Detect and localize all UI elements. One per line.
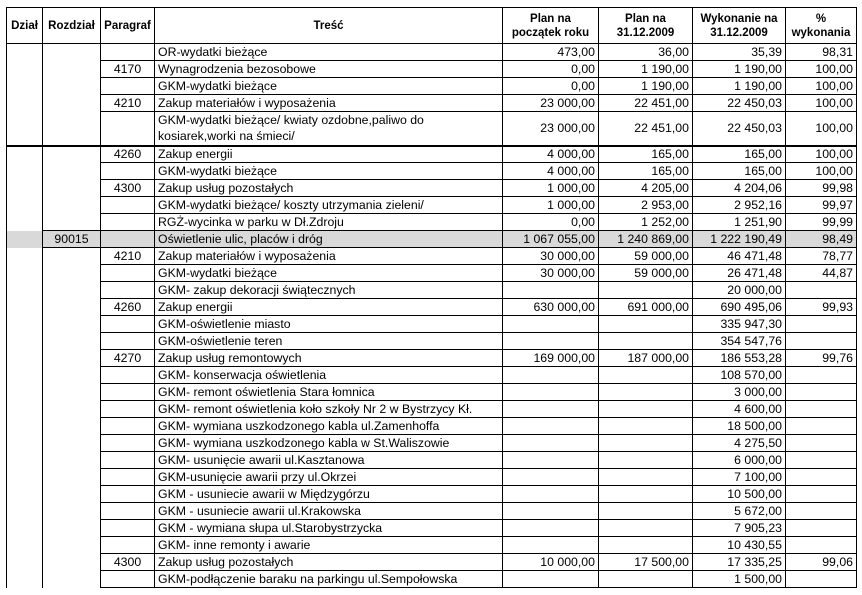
cell-rozdzial [43, 401, 101, 418]
cell-dzial [7, 435, 43, 452]
cell-wykonanie: 354 547,76 [693, 333, 786, 350]
table-row [7, 265, 857, 282]
cell-paragraf [101, 197, 155, 214]
cell-dzial [7, 163, 43, 180]
cell-plan-koniec [599, 384, 693, 401]
cell-tresc: GKM-wydatki bieżące [155, 78, 503, 95]
cell-plan-koniec: 1 240 869,00 [599, 231, 693, 248]
cell-rozdzial [43, 180, 101, 197]
budget-table [6, 7, 857, 588]
cell-wykonanie: 1 190,00 [693, 78, 786, 95]
cell-tresc: Zakup usług pozostałych [155, 180, 503, 197]
cell-rozdzial [43, 214, 101, 231]
header-wykonanie: Wykonanie na 31.12.2009 [693, 8, 786, 44]
cell-rozdzial [43, 571, 101, 588]
cell-wykonanie: 17 335,25 [693, 554, 786, 571]
cell-rozdzial [43, 418, 101, 435]
cell-procent: 99,76 [786, 350, 857, 367]
cell-plan-koniec: 1 252,00 [599, 214, 693, 231]
cell-paragraf [101, 384, 155, 401]
cell-plan-koniec [599, 333, 693, 350]
cell-tresc: OR-wydatki bieżące [155, 44, 503, 61]
cell-paragraf [101, 78, 155, 95]
cell-wykonanie: 165,00 [693, 163, 786, 180]
cell-plan-poczatek: 473,00 [503, 44, 599, 61]
cell-tresc: GKM - usuniecie awarii w Międzygórzu [155, 486, 503, 503]
cell-paragraf: 4260 [101, 299, 155, 316]
cell-tresc: Zakup materiałów i wyposażenia [155, 248, 503, 265]
cell-wykonanie: 690 495,06 [693, 299, 786, 316]
table-row [7, 554, 857, 571]
cell-tresc: GKM-wydatki bieżące [155, 265, 503, 282]
cell-dzial [7, 265, 43, 282]
cell-paragraf [101, 503, 155, 520]
cell-plan-poczatek: 4 000,00 [503, 146, 599, 163]
cell-dzial [7, 469, 43, 486]
cell-plan-koniec: 1 190,00 [599, 61, 693, 78]
cell-wykonanie: 4 275,50 [693, 435, 786, 452]
cell-plan-poczatek [503, 401, 599, 418]
cell-rozdzial [43, 333, 101, 350]
cell-plan-koniec: 691 000,00 [599, 299, 693, 316]
cell-procent [786, 452, 857, 469]
table-row [7, 350, 857, 367]
cell-procent [786, 503, 857, 520]
table-row [7, 367, 857, 384]
cell-procent: 99,97 [786, 197, 857, 214]
cell-paragraf [101, 418, 155, 435]
cell-paragraf [101, 214, 155, 231]
cell-dzial [7, 214, 43, 231]
cell-plan-koniec [599, 469, 693, 486]
cell-procent [786, 520, 857, 537]
cell-rozdzial [43, 367, 101, 384]
cell-wykonanie: 22 450,03 [693, 112, 786, 146]
cell-rozdzial: 90015 [43, 231, 101, 248]
cell-rozdzial [43, 248, 101, 265]
cell-wykonanie: 35,39 [693, 44, 786, 61]
cell-plan-poczatek [503, 316, 599, 333]
cell-rozdzial [43, 469, 101, 486]
table-row [7, 197, 857, 214]
cell-plan-poczatek: 0,00 [503, 61, 599, 78]
cell-plan-poczatek [503, 435, 599, 452]
cell-tresc: Zakup energii [155, 146, 503, 163]
cell-wykonanie: 10 500,00 [693, 486, 786, 503]
cell-plan-poczatek [503, 537, 599, 554]
cell-wykonanie: 46 471,48 [693, 248, 786, 265]
cell-plan-poczatek: 10 000,00 [503, 554, 599, 571]
cell-plan-poczatek: 30 000,00 [503, 265, 599, 282]
cell-plan-poczatek [503, 367, 599, 384]
header-paragraf: Paragraf [101, 8, 155, 44]
cell-paragraf [101, 469, 155, 486]
cell-rozdzial [43, 554, 101, 571]
cell-dzial [7, 95, 43, 112]
cell-plan-poczatek [503, 333, 599, 350]
cell-tresc: GKM- remont oświetlenia Stara łomnica [155, 384, 503, 401]
cell-plan-koniec: 165,00 [599, 163, 693, 180]
cell-procent: 99,06 [786, 554, 857, 571]
table-row [7, 231, 857, 248]
cell-dzial [7, 520, 43, 537]
cell-paragraf: 4300 [101, 180, 155, 197]
cell-rozdzial [43, 44, 101, 61]
cell-rozdzial [43, 350, 101, 367]
cell-tresc: GKM-wydatki bieżące [155, 163, 503, 180]
cell-paragraf [101, 367, 155, 384]
table-row [7, 452, 857, 469]
cell-plan-poczatek: 4 000,00 [503, 163, 599, 180]
cell-rozdzial [43, 537, 101, 554]
cell-wykonanie: 2 952,16 [693, 197, 786, 214]
cell-procent: 100,00 [786, 146, 857, 163]
table-row [7, 384, 857, 401]
cell-tresc: GKM- zakup dekoracji świątecznych [155, 282, 503, 299]
cell-wykonanie: 26 471,48 [693, 265, 786, 282]
cell-paragraf: 4300 [101, 554, 155, 571]
cell-tresc: GKM- usunięcie awarii ul.Kasztanowa [155, 452, 503, 469]
header-row [7, 8, 857, 44]
cell-dzial [7, 537, 43, 554]
cell-plan-koniec [599, 435, 693, 452]
cell-dzial [7, 401, 43, 418]
cell-plan-poczatek: 23 000,00 [503, 95, 599, 112]
cell-wykonanie: 4 204,06 [693, 180, 786, 197]
cell-plan-poczatek: 23 000,00 [503, 112, 599, 146]
cell-procent: 100,00 [786, 112, 857, 146]
cell-tresc: GKM- wymiana uszkodzonego kabla ul.Zamenhoffa [155, 418, 503, 435]
cell-rozdzial [43, 61, 101, 78]
cell-wykonanie: 7 100,00 [693, 469, 786, 486]
cell-paragraf: 4270 [101, 350, 155, 367]
cell-dzial [7, 316, 43, 333]
cell-tresc: GKM-podłączenie baraku na parkingu ul.Sempołowska [155, 571, 503, 588]
cell-plan-poczatek [503, 469, 599, 486]
cell-tresc: GKM-oświetlenie teren [155, 333, 503, 350]
cell-paragraf: 4210 [101, 95, 155, 112]
cell-tresc: Zakup usług remontowych [155, 350, 503, 367]
cell-paragraf: 4170 [101, 61, 155, 78]
cell-plan-koniec: 165,00 [599, 146, 693, 163]
cell-dzial [7, 350, 43, 367]
table-row [7, 418, 857, 435]
cell-plan-koniec [599, 571, 693, 588]
cell-tresc: GKM - wymiana słupa ul.Starobystrzycka [155, 520, 503, 537]
cell-rozdzial [43, 112, 101, 146]
cell-paragraf [101, 163, 155, 180]
cell-paragraf [101, 316, 155, 333]
cell-paragraf [101, 282, 155, 299]
table-row [7, 180, 857, 197]
cell-plan-koniec: 22 451,00 [599, 95, 693, 112]
cell-rozdzial [43, 146, 101, 163]
cell-wykonanie: 1 500,00 [693, 571, 786, 588]
cell-procent: 100,00 [786, 61, 857, 78]
cell-procent [786, 571, 857, 588]
table-row [7, 537, 857, 554]
header-plan-koniec: Plan na 31.12.2009 [599, 8, 693, 44]
cell-plan-koniec: 4 205,00 [599, 180, 693, 197]
table-row [7, 316, 857, 333]
cell-dzial [7, 282, 43, 299]
cell-plan-poczatek: 0,00 [503, 214, 599, 231]
cell-wykonanie: 3 000,00 [693, 384, 786, 401]
cell-plan-koniec: 59 000,00 [599, 248, 693, 265]
cell-tresc: GKM- konserwacja oświetlenia [155, 367, 503, 384]
cell-dzial [7, 418, 43, 435]
budget-sheet [6, 7, 857, 588]
cell-plan-poczatek: 169 000,00 [503, 350, 599, 367]
cell-paragraf [101, 231, 155, 248]
cell-procent [786, 469, 857, 486]
cell-tresc: GKM-usunięcie awarii przy ul.Okrzei [155, 469, 503, 486]
cell-plan-koniec [599, 520, 693, 537]
cell-wykonanie: 108 570,00 [693, 367, 786, 384]
table-row [7, 299, 857, 316]
cell-plan-koniec [599, 503, 693, 520]
cell-wykonanie: 5 672,00 [693, 503, 786, 520]
header-plan-poczatek: Plan na początek roku [503, 8, 599, 44]
cell-dzial [7, 231, 43, 248]
cell-tresc: Wynagrodzenia bezosobowe [155, 61, 503, 78]
cell-dzial [7, 452, 43, 469]
table-body [7, 44, 857, 588]
cell-plan-koniec: 1 190,00 [599, 78, 693, 95]
cell-procent [786, 282, 857, 299]
cell-plan-koniec [599, 537, 693, 554]
cell-procent [786, 316, 857, 333]
cell-wykonanie: 165,00 [693, 146, 786, 163]
header-rozdzial: Rozdział [43, 8, 101, 44]
cell-dzial [7, 384, 43, 401]
cell-procent: 100,00 [786, 163, 857, 180]
cell-procent [786, 367, 857, 384]
cell-rozdzial [43, 384, 101, 401]
cell-rozdzial [43, 486, 101, 503]
cell-plan-koniec: 36,00 [599, 44, 693, 61]
table-row [7, 333, 857, 350]
cell-procent: 99,99 [786, 214, 857, 231]
table-row [7, 486, 857, 503]
cell-procent [786, 418, 857, 435]
cell-rozdzial [43, 435, 101, 452]
cell-procent: 98,49 [786, 231, 857, 248]
cell-tresc: GKM-oświetlenie miasto [155, 316, 503, 333]
cell-wykonanie: 10 430,55 [693, 537, 786, 554]
cell-wykonanie: 186 553,28 [693, 350, 786, 367]
cell-paragraf [101, 571, 155, 588]
cell-dzial [7, 197, 43, 214]
table-row [7, 520, 857, 537]
cell-plan-poczatek [503, 282, 599, 299]
cell-dzial [7, 554, 43, 571]
cell-dzial [7, 61, 43, 78]
table-row [7, 163, 857, 180]
header-tresc: Treść [155, 8, 503, 44]
cell-tresc: GKM- remont oświetlenia koło szkoły Nr 2 w Bystrzycy Kł. [155, 401, 503, 418]
cell-paragraf [101, 401, 155, 418]
cell-plan-koniec: 59 000,00 [599, 265, 693, 282]
cell-wykonanie: 20 000,00 [693, 282, 786, 299]
table-row [7, 44, 857, 61]
cell-dzial [7, 180, 43, 197]
cell-rozdzial [43, 163, 101, 180]
cell-paragraf [101, 435, 155, 452]
cell-plan-poczatek: 30 000,00 [503, 248, 599, 265]
cell-dzial [7, 486, 43, 503]
cell-wykonanie: 1 251,90 [693, 214, 786, 231]
table-row [7, 435, 857, 452]
cell-dzial [7, 503, 43, 520]
table-row [7, 503, 857, 520]
cell-paragraf [101, 486, 155, 503]
cell-tresc: GKM- inne remonty i awarie [155, 537, 503, 554]
cell-tresc: Zakup usług pozostałych [155, 554, 503, 571]
cell-tresc: Zakup energii [155, 299, 503, 316]
cell-plan-koniec: 187 000,00 [599, 350, 693, 367]
cell-procent: 98,31 [786, 44, 857, 61]
cell-plan-koniec: 22 451,00 [599, 112, 693, 146]
cell-plan-koniec [599, 401, 693, 418]
cell-rozdzial [43, 316, 101, 333]
cell-procent: 78,77 [786, 248, 857, 265]
cell-plan-koniec: 17 500,00 [599, 554, 693, 571]
cell-rozdzial [43, 265, 101, 282]
cell-wykonanie: 6 000,00 [693, 452, 786, 469]
cell-procent [786, 384, 857, 401]
cell-dzial [7, 367, 43, 384]
cell-dzial [7, 44, 43, 61]
table-row [7, 248, 857, 265]
cell-dzial [7, 112, 43, 146]
cell-rozdzial [43, 452, 101, 469]
cell-paragraf [101, 520, 155, 537]
cell-tresc: GKM-wydatki bieżące/ kwiaty ozdobne,paliwo do kosiarek,worki na śmieci/ [155, 112, 503, 146]
cell-wykonanie: 22 450,03 [693, 95, 786, 112]
cell-plan-poczatek: 1 000,00 [503, 180, 599, 197]
cell-tresc: RGŻ-wycinka w parku w Dł.Zdroju [155, 214, 503, 231]
cell-tresc: GKM-wydatki bieżące/ koszty utrzymania zieleni/ [155, 197, 503, 214]
cell-wykonanie: 4 600,00 [693, 401, 786, 418]
cell-plan-koniec [599, 282, 693, 299]
cell-procent [786, 333, 857, 350]
cell-rozdzial [43, 95, 101, 112]
cell-plan-poczatek [503, 503, 599, 520]
cell-procent: 99,98 [786, 180, 857, 197]
cell-dzial [7, 333, 43, 350]
table-row [7, 146, 857, 163]
cell-plan-poczatek: 1 067 055,00 [503, 231, 599, 248]
cell-procent: 100,00 [786, 95, 857, 112]
cell-plan-koniec [599, 418, 693, 435]
table-row [7, 95, 857, 112]
cell-plan-poczatek [503, 418, 599, 435]
cell-paragraf: 4210 [101, 248, 155, 265]
cell-procent: 44,87 [786, 265, 857, 282]
cell-tresc: GKM- wymiana uszkodzonego kabla w St.Waliszowie [155, 435, 503, 452]
cell-dzial [7, 571, 43, 588]
table-row [7, 571, 857, 588]
table-row [7, 282, 857, 299]
cell-wykonanie: 7 905,23 [693, 520, 786, 537]
cell-rozdzial [43, 197, 101, 214]
cell-procent [786, 401, 857, 418]
cell-wykonanie: 335 947,30 [693, 316, 786, 333]
cell-plan-koniec [599, 486, 693, 503]
cell-paragraf: 4260 [101, 146, 155, 163]
cell-paragraf [101, 452, 155, 469]
cell-plan-poczatek [503, 571, 599, 588]
cell-rozdzial [43, 299, 101, 316]
cell-paragraf [101, 537, 155, 554]
cell-plan-poczatek [503, 520, 599, 537]
cell-wykonanie: 18 500,00 [693, 418, 786, 435]
cell-plan-poczatek: 1 000,00 [503, 197, 599, 214]
cell-plan-poczatek: 0,00 [503, 78, 599, 95]
cell-plan-poczatek: 630 000,00 [503, 299, 599, 316]
cell-dzial [7, 78, 43, 95]
cell-plan-koniec [599, 316, 693, 333]
table-row [7, 214, 857, 231]
cell-plan-koniec [599, 367, 693, 384]
cell-plan-poczatek [503, 452, 599, 469]
cell-tresc: Oświetlenie ulic, placów i dróg [155, 231, 503, 248]
cell-paragraf [101, 44, 155, 61]
table-row [7, 78, 857, 95]
cell-procent: 99,93 [786, 299, 857, 316]
cell-rozdzial [43, 78, 101, 95]
cell-plan-poczatek [503, 486, 599, 503]
table-row [7, 469, 857, 486]
table-row [7, 401, 857, 418]
cell-dzial [7, 299, 43, 316]
cell-rozdzial [43, 520, 101, 537]
cell-procent [786, 435, 857, 452]
header-procent: % wykonania [786, 8, 857, 44]
cell-paragraf [101, 112, 155, 146]
cell-rozdzial [43, 282, 101, 299]
cell-dzial [7, 248, 43, 265]
cell-plan-koniec: 2 953,00 [599, 197, 693, 214]
cell-paragraf [101, 265, 155, 282]
cell-plan-poczatek [503, 384, 599, 401]
cell-wykonanie: 1 190,00 [693, 61, 786, 78]
cell-tresc: Zakup materiałów i wyposażenia [155, 95, 503, 112]
table-row [7, 61, 857, 78]
cell-procent [786, 537, 857, 554]
cell-plan-koniec [599, 452, 693, 469]
header-dzial: Dział [7, 8, 43, 44]
cell-wykonanie: 1 222 190,49 [693, 231, 786, 248]
cell-tresc: GKM - usuniecie awarii ul.Krakowska [155, 503, 503, 520]
table-row [7, 112, 857, 146]
cell-rozdzial [43, 503, 101, 520]
cell-procent: 100,00 [786, 78, 857, 95]
cell-procent [786, 486, 857, 503]
cell-paragraf [101, 333, 155, 350]
cell-dzial [7, 146, 43, 163]
